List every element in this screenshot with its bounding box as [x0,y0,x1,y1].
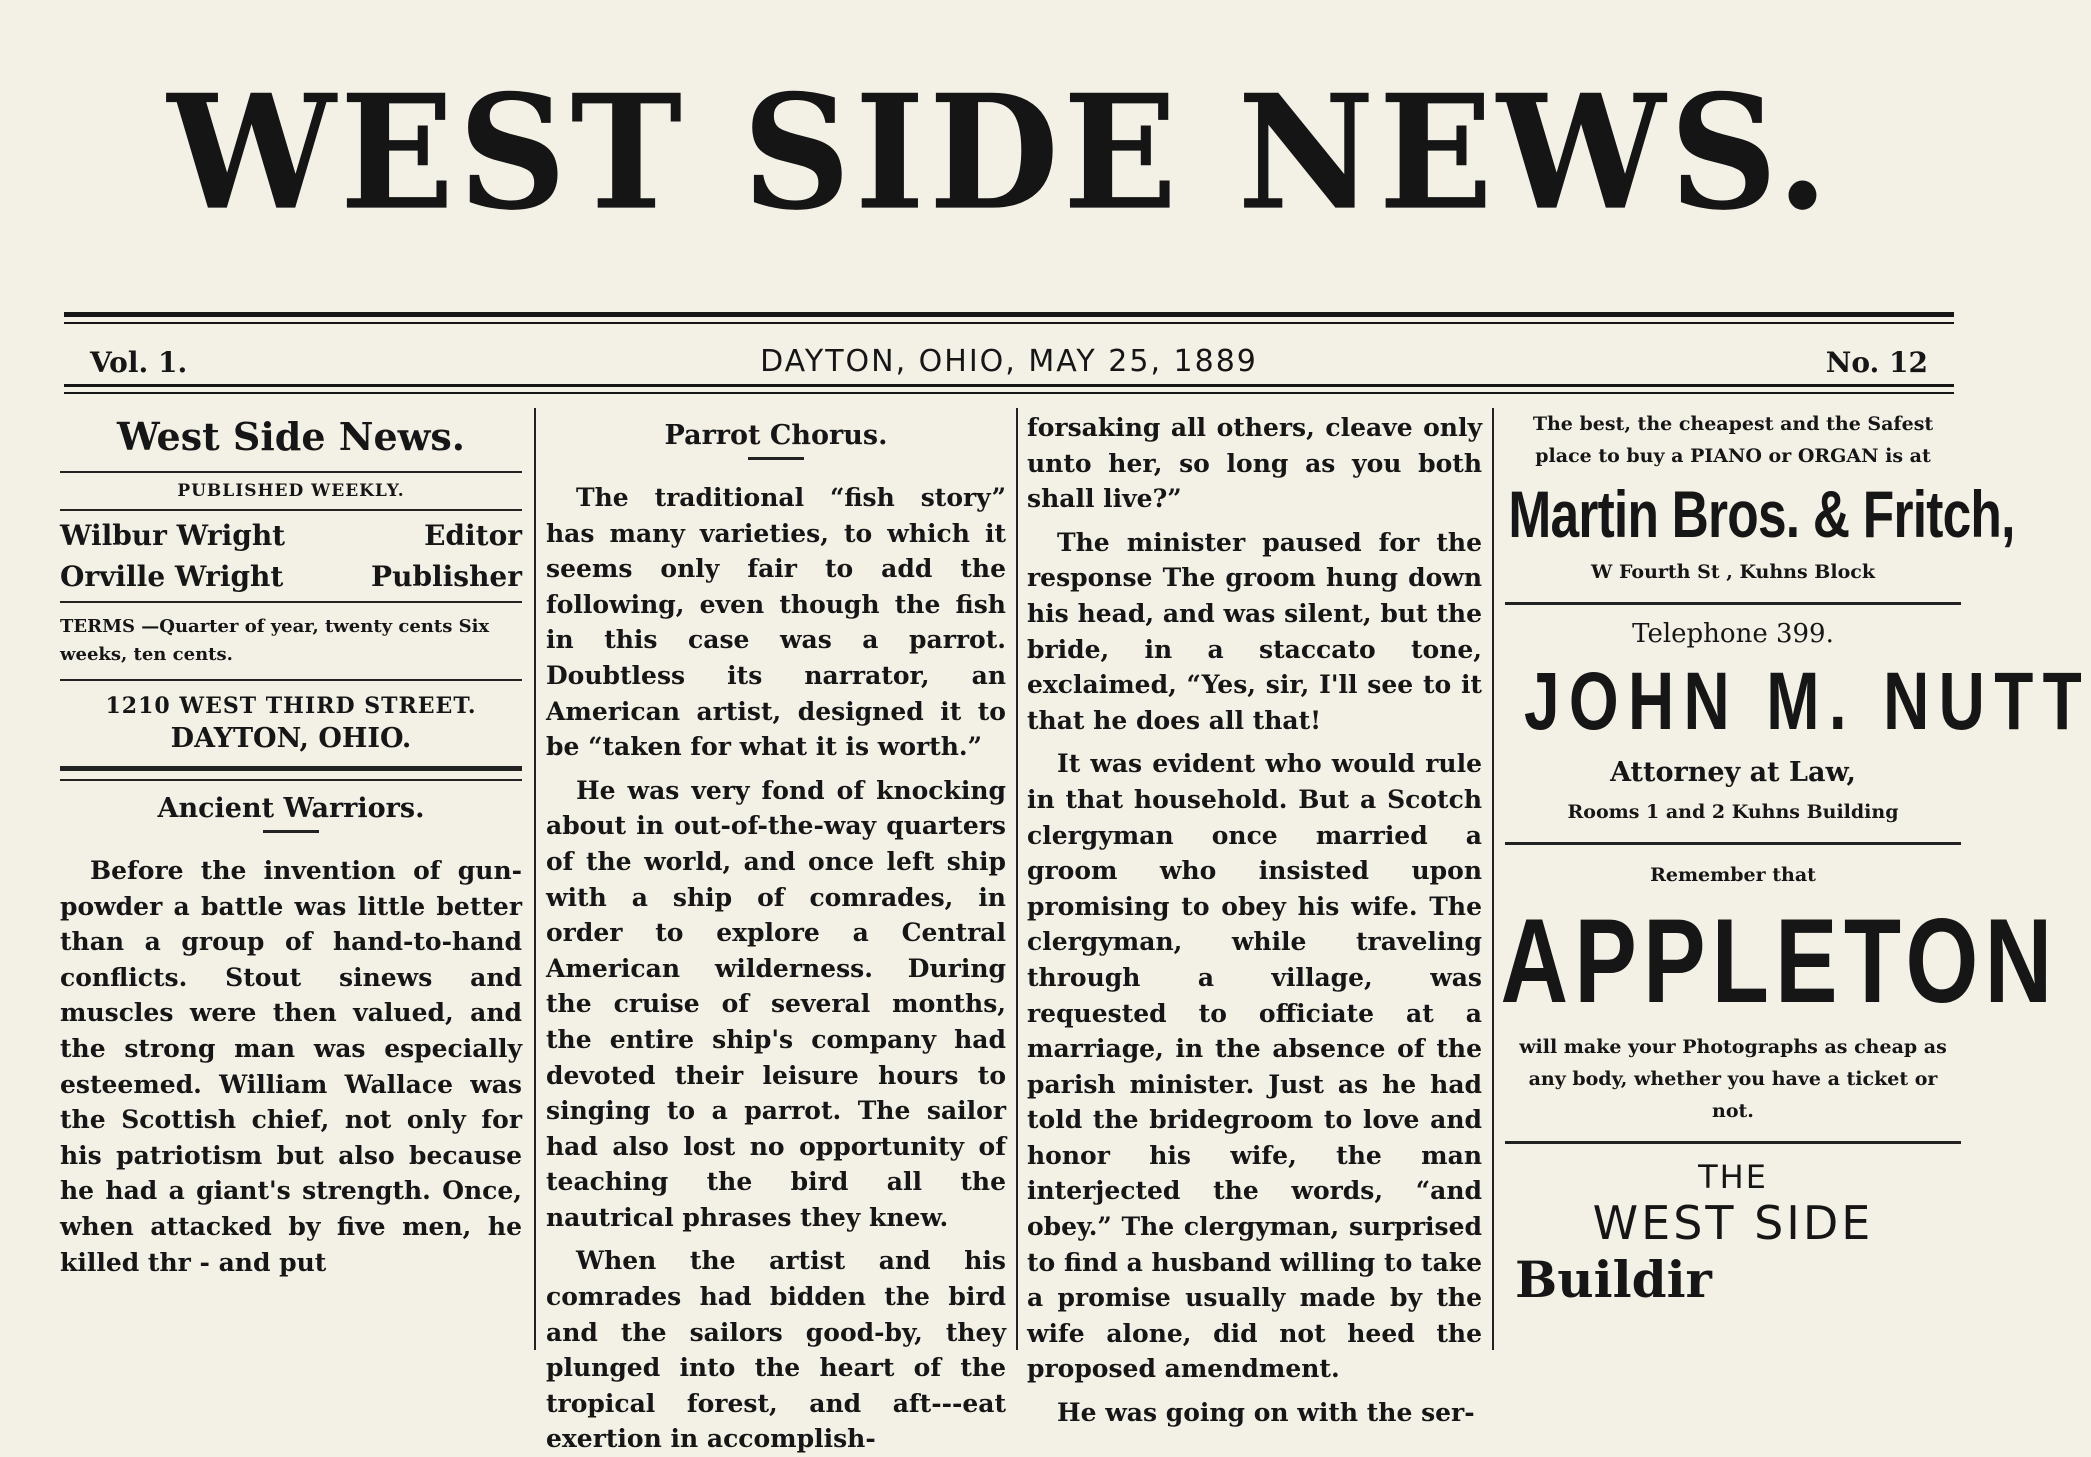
column-masthead-box [60,408,522,1388]
article-paragraph: He was going on with the ser- [1057,1398,1475,1428]
ad-line: Buildir [1515,1250,1712,1309]
ad-text: will make your Photographs as cheap as any body, whether you have a ticket or not. [1519,1036,1947,1122]
advertisement-photographer [1500,859,2059,1127]
divider [60,509,522,511]
article-paragraph: The minister paused for the response The groom hung down his head, and was silent, but the bride, in a staccato tone, exclaimed, “Yes, sir, I'll see to it that he does all that! [1027,527,1482,735]
paper-name: West Side News. [116,414,466,459]
masthead [0,38,2000,268]
column-rule [1016,408,1018,1350]
advertisement-attorney [1505,619,2091,828]
staff-row [60,560,522,593]
top-rule [64,312,1954,317]
office-city: DAYTON, OHIO. [170,723,412,754]
newspaper-title: WEST SIDE NEWS. [167,60,1833,246]
ad-address: Rooms 1 and 2 Kuhns Building [1567,801,1899,823]
top-rule-thin [64,322,1954,324]
dateline-rule-thin [64,392,1954,394]
ad-line: WEST SIDE [1592,1196,1874,1250]
title-dash [748,457,804,460]
dateline [64,336,1954,386]
ad-title: Attorney at Law, [1610,757,1856,788]
advertisement-building [1505,1158,1961,1309]
staff-row [60,519,522,552]
column-continued-article [1027,410,1482,1428]
subscription-terms: TERMS —Quarter of year, twenty cents Six weeks, ten cents. [60,616,490,665]
article-title: Parrot Chorus. [664,420,888,451]
staff-role: Publisher [371,560,522,593]
ad-intro: The best, the cheapest and the Safest place to buy a PIANO or ORGAN is at [1532,413,1934,467]
dateline-rule [64,384,1954,387]
divider [60,679,522,681]
ad-line: THE [1698,1158,1768,1196]
staff-name: Orville Wright [60,560,284,593]
ad-divider [1505,602,1961,605]
ad-divider [1505,842,1961,845]
staff-name: Wilbur Wright [60,519,286,552]
article-paragraph: He was very fond of knocking about in out-of-the-way quarters of the world, and once left ship with a ship of comrades, in order to explore a Central American wilderness. During the cruise of several months, the entire ship's company had devoted their leisure hours to singing to a parrot. The sailor had also lost no opportunity of teaching the bird all the nautrical phrases they knew. [546,775,1006,1232]
issue-number: No. 12 [1825,346,1928,379]
column-rule [1492,408,1494,1350]
article-title: Ancient Warriors. [157,793,425,824]
ad-divider [1505,1141,1961,1144]
column-advertisements [1500,408,2091,1388]
office-address: 1210 WEST THIRD STREET. [105,693,477,719]
advertisement-piano [1505,408,2015,588]
article-paragraph: The traditional “fish story” has many varieties, to which it seems only fair to add the following, even though the fish in this case was a parrot. Doubtless its narrator, an American artist, designed it to be “taken for what it is worth.” [546,483,1006,762]
article-paragraph: forsaking all others, cleave only unto her, so long as you both shall live?” [1027,413,1482,514]
ad-business-name: JOHN M. NUTT [1523,656,2091,747]
ad-business-name: APPLETON [1500,894,2059,1028]
ad-intro: Remember that [1650,864,1816,886]
title-dash [263,830,319,833]
column-rule [534,408,536,1350]
divider [60,601,522,603]
article-paragraph: It was evident who would rule in that household. But a Scotch clergyman once married a groom who insisted upon promising to obey his wife. The clergyman, while traveling through a village, was requested to officiate at a marriage, in the absence of the parish minister. Just as he had told the bridegroom to love and honor his wife, the man interjected the words, “and obey.” The clergyman, surprised to find a husband willing to take a promise usually made by the wife alone, did not heed the proposed amendment. [1027,749,1482,1384]
divider [60,471,522,473]
ad-business-name: Martin Bros. & Fritch, [1508,477,2015,551]
ad-address: W Fourth St , Kuhns Block [1591,561,1875,583]
dateline-date: DAYTON, OHIO, MAY 25, 1889 [760,344,1258,379]
article-paragraph: Before the invention of gun-powder a battle was little better than a group of hand-to-hand conflicts. Stout sinews and muscles were then valued, and the strong man was especially esteemed. William Wallace was the Scottish chief, not only for his patriotism but also because he had a giant's strength. Once, when attacked by five men, he killed thr - and put [60,856,522,1277]
divider-thick [60,766,522,771]
ad-telephone: Telephone 399. [1632,619,1834,649]
published-weekly: PUBLISHED WEEKLY. [177,481,405,501]
volume-label: Vol. 1. [90,346,188,379]
article-paragraph: When the artist and his comrades had bidden the bird and the sailors good-by, they plunged into the heart of the tropical forest, and aft---eat exertion in accomplish- [546,1246,1006,1454]
column-parrot-chorus [546,408,1006,1454]
divider [60,779,522,781]
staff-role: Editor [424,519,522,552]
